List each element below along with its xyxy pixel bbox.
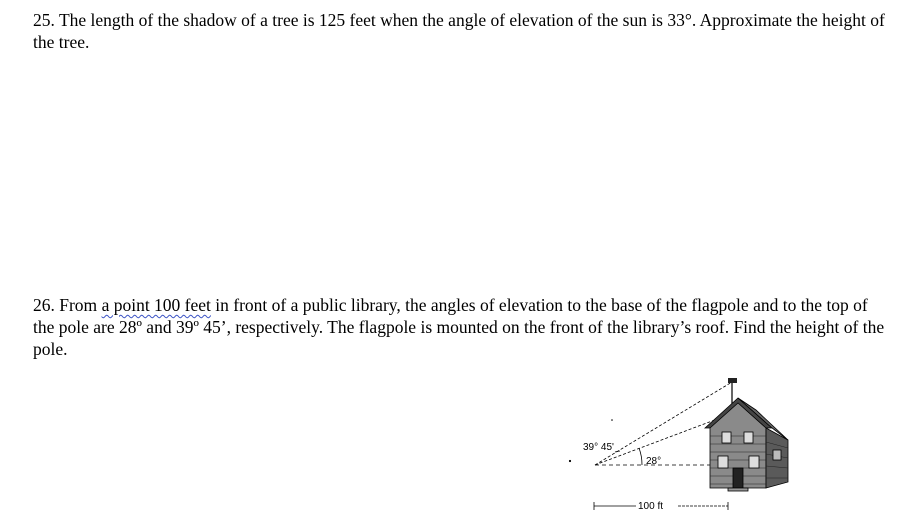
angle-arc-28 [639,448,642,465]
angle-base-label: 28° [646,456,662,467]
problem-26 [33,294,893,360]
library-building [705,398,788,491]
problem-26-text-rest: in front of a public library, the angles of elevation to the base of the flagpole and to the top of the pole are 28º and 39º 45’, respectively. The flagpole is mounted on the front of the library’s roof. Find the height of the pole. [33,295,885,359]
angle-arc-39 [615,451,620,452]
problem-25 [33,9,903,53]
problem-26-underlined-phrase: a point 100 feet [101,295,211,315]
stray-dot [611,419,613,421]
angle-top-label: 39° 45' [583,442,614,453]
problem-25-number: 25. [33,10,55,30]
distance-label: 100 ft [638,501,664,512]
observer-point [569,460,571,462]
library-flagpole-figure [560,370,810,525]
problem-26-number: 26. [33,295,55,315]
problem-25-text: The length of the shadow of a tree is 125 feet when the angle of elevation of the sun is 33°. Approximate the height of the tree. [33,10,885,52]
problem-26-text-start: From [59,295,102,315]
